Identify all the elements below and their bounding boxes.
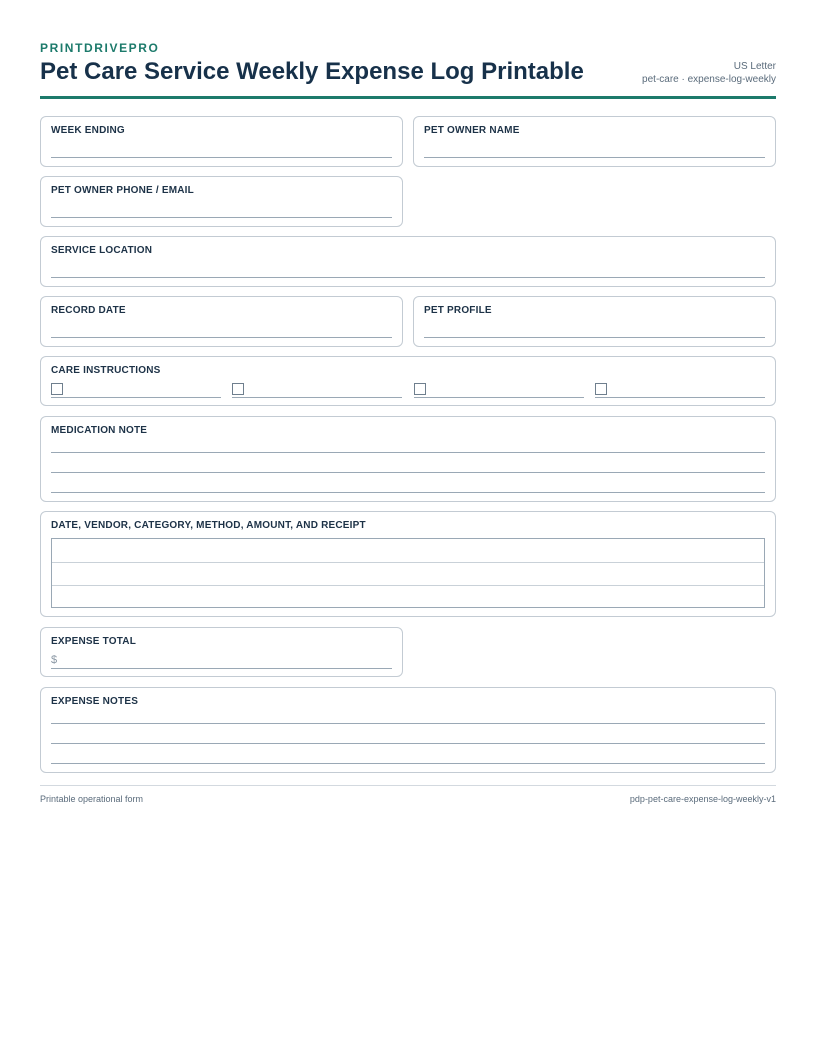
expense-table-grid[interactable] [51, 538, 765, 608]
document-meta [642, 60, 776, 86]
medication-note-line [51, 452, 765, 453]
service-location-line [51, 277, 765, 278]
care-instruction-checkbox[interactable] [414, 383, 426, 395]
currency-symbol: $ [51, 654, 58, 666]
care-instruction-checkbox[interactable] [51, 383, 63, 395]
expense-table-row-divider [52, 585, 764, 586]
service-location-label: SERVICE LOCATION [51, 245, 153, 256]
week-ending-field[interactable] [40, 116, 403, 167]
footer-description: Printable operational form [40, 794, 144, 804]
pet-owner-contact-label: PET OWNER PHONE / EMAIL [51, 185, 194, 196]
week-ending-label: WEEK ENDING [51, 125, 125, 136]
pet-owner-name-label: PET OWNER NAME [424, 125, 520, 136]
expense-notes-line [51, 763, 765, 764]
expense-notes-line [51, 723, 765, 724]
week-ending-line [51, 157, 392, 158]
medication-note-field[interactable] [40, 416, 776, 502]
expense-total-label: EXPENSE TOTAL [51, 636, 137, 647]
expense-table-label: DATE, VENDOR, CATEGORY, METHOD, AMOUNT, AND RECEIPT [51, 520, 366, 531]
record-date-line [51, 337, 392, 338]
pet-owner-contact-line [51, 217, 392, 218]
expense-total-field[interactable] [40, 627, 403, 677]
record-date-label: RECORD DATE [51, 305, 126, 316]
footer-rule [40, 785, 776, 786]
care-instruction-item[interactable] [51, 383, 221, 398]
page-title: Pet Care Service Weekly Expense Log Printable [40, 58, 584, 85]
expense-notes-line [51, 743, 765, 744]
form-code: pdp-pet-care-expense-log-weekly-v1 [629, 794, 776, 804]
pet-profile-field[interactable] [413, 296, 776, 347]
expense-notes-field[interactable] [40, 687, 776, 773]
medication-note-label: MEDICATION NOTE [51, 425, 148, 436]
service-location-field[interactable] [40, 236, 776, 287]
medication-note-line [51, 492, 765, 493]
header-rule [40, 96, 776, 99]
document-tags: pet-care · expense-log-weekly [642, 74, 776, 85]
pet-profile-label: PET PROFILE [424, 305, 492, 316]
care-instructions-checklist [51, 383, 765, 399]
care-instructions-field [40, 356, 776, 406]
care-instructions-label: CARE INSTRUCTIONS [51, 365, 161, 376]
care-instruction-checkbox[interactable] [595, 383, 607, 395]
expense-notes-label: EXPENSE NOTES [51, 696, 139, 707]
record-date-field[interactable] [40, 296, 403, 347]
medication-note-line [51, 472, 765, 473]
care-instruction-item[interactable] [414, 383, 584, 398]
expense-table-field [40, 511, 776, 617]
care-instruction-item[interactable] [232, 383, 402, 398]
expense-table-row-divider [52, 562, 764, 563]
pet-owner-name-line [424, 157, 765, 158]
paper-size-label: US Letter [733, 61, 776, 72]
pet-owner-contact-field[interactable] [40, 176, 403, 227]
expense-total-line [51, 668, 392, 669]
brand-name: PRINTDRIVEPRO [40, 41, 160, 55]
care-instruction-checkbox[interactable] [232, 383, 244, 395]
care-instruction-item[interactable] [595, 383, 765, 398]
pet-profile-line [424, 337, 765, 338]
pet-owner-name-field[interactable] [413, 116, 776, 167]
